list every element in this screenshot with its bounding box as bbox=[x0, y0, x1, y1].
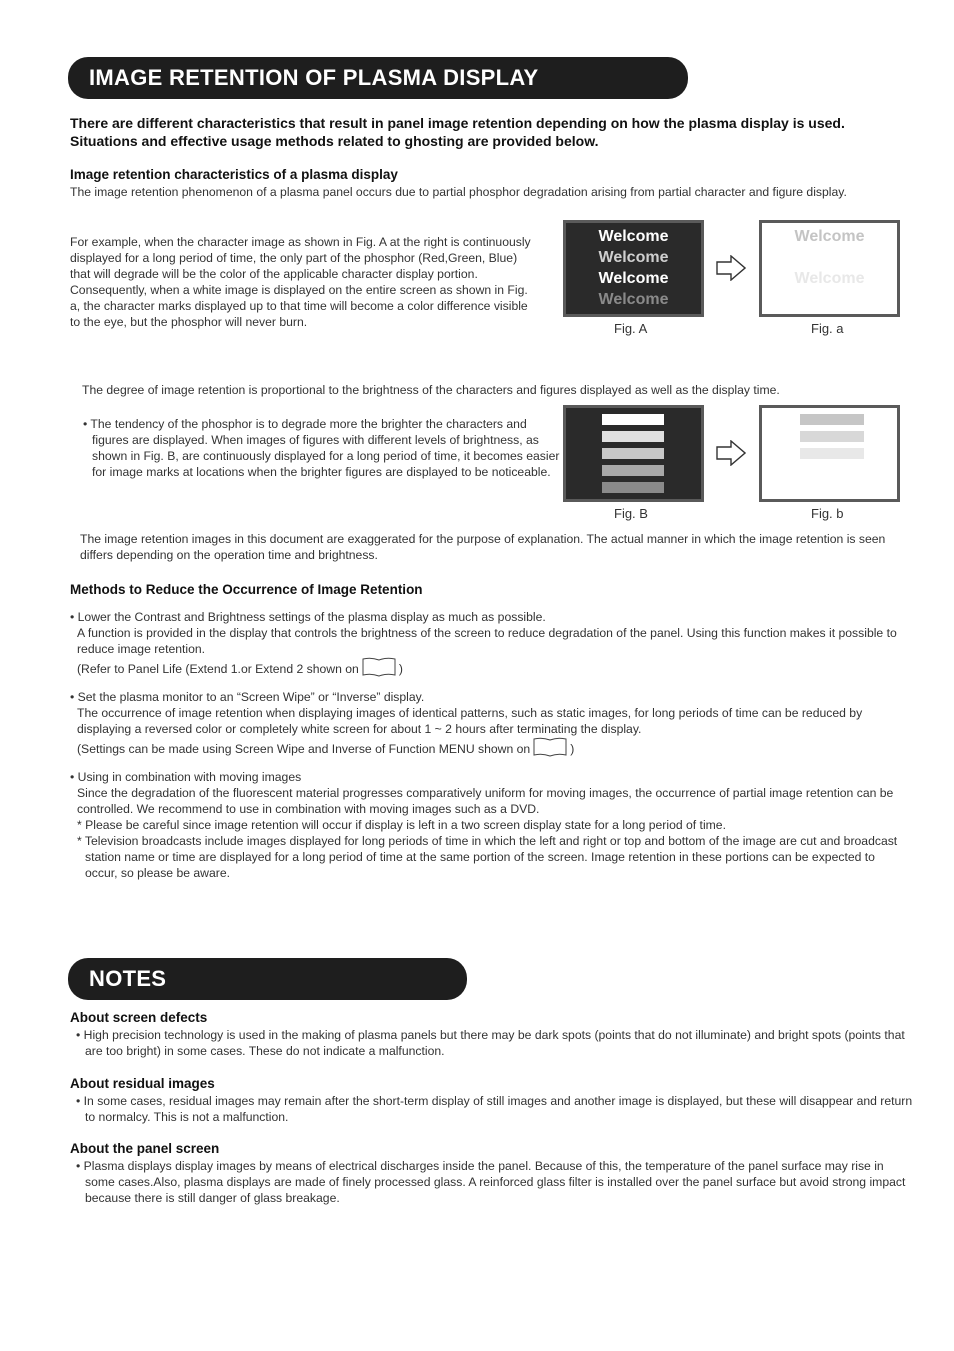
methods-heading: Methods to Reduce the Occurrence of Image Retention bbox=[70, 582, 423, 597]
method-1-ref-before: (Refer to Panel Life (Extend 1.or Extend 2 shown on bbox=[77, 662, 359, 676]
method-2-ref-before: (Settings can be made using Screen Wipe and Inverse of Function MENU shown on bbox=[77, 742, 531, 756]
method-3-text: Since the degradation of the fluorescent material progresses comparatively uniform for moving images, the occurrence of partial image retention can be controlled. We recommend to use in combination with moving images such as a DVD. bbox=[77, 786, 894, 816]
method-2-ref bbox=[70, 737, 900, 757]
method-1-ref bbox=[70, 657, 900, 677]
fig-a-screen bbox=[563, 220, 704, 317]
ghost-bar bbox=[800, 448, 864, 459]
defects-text: • High precision technology is used in the making of plasma panels but there may be dark spots (points that do not illuminate) and bright spots (points that are too bright) in some cases. These do not indicate a malfunction. bbox=[76, 1028, 905, 1058]
fig-b-ghost-caption: Fig. b bbox=[811, 506, 844, 521]
char-heading: Image retention characteristics of a plasma display bbox=[70, 167, 398, 182]
ghost-bar bbox=[800, 431, 864, 442]
example-text: For example, when the character image as shown in Fig. A at the right is continuously displayed for a long period of time, the only part of the phosphor (Red,Green, Blue) that will degrade will be the color of the applicable character display portion. Consequently, when a white image is displayed on the entire screen as shown in Fig. a, the character marks displayed up to that time will become a color difference visible to the eye, but the phosphor will never burn. bbox=[70, 235, 531, 329]
notes-title: NOTES bbox=[89, 966, 167, 991]
brightness-bar bbox=[602, 482, 664, 493]
panel-text: • Plasma displays display images by means of electrical discharges inside the panel. Because of this, the temperature of the panel surface may rise in some cases.Also, plasma displays are made of finely processed glass. A reinforced glass filter is installed over the panel surface but avoid strong impact because there is still danger of glass breakage. bbox=[76, 1159, 906, 1205]
defects-heading: About screen defects bbox=[70, 1010, 208, 1025]
residual-heading: About residual images bbox=[70, 1076, 215, 1091]
ghost-bar bbox=[800, 414, 864, 425]
degree-text: The degree of image retention is proportional to the brightness of the characters and figures displayed as well as the display time. bbox=[82, 383, 780, 397]
method-2-bullet: • Set the plasma monitor to an “Screen Wipe” or “Inverse” display. bbox=[70, 690, 425, 704]
welcome-text: Welcome bbox=[598, 228, 669, 245]
residual-text: • In some cases, residual images may remain after the short-term display of still images and another image is displayed, but these will disappear and return to normalcy. This is not a malfunction. bbox=[76, 1094, 913, 1124]
method-3-bullet: • Using in combination with moving images bbox=[70, 770, 302, 784]
method-3-note-1: * Please be careful since image retention will occur if display is left in a two screen display state for a long period of time. bbox=[77, 818, 726, 832]
fig-b-caption: Fig. B bbox=[614, 506, 648, 521]
char-text: The image retention phenomenon of a plasma panel occurs due to partial phosphor degradation arising from partial character and figure display. bbox=[70, 185, 847, 199]
fig-a-ghost-screen bbox=[759, 220, 900, 317]
method-1-text: A function is provided in the display that controls the brightness of the screen to reduce degradation of the panel. Using this function makes it possible to reduce image retention. bbox=[77, 626, 897, 656]
book-reference-icon bbox=[362, 657, 396, 677]
right-arrow-outline-icon bbox=[716, 440, 746, 466]
method-2 bbox=[70, 689, 900, 757]
method-1 bbox=[70, 609, 900, 677]
welcome-text: Welcome bbox=[598, 291, 669, 308]
brightness-bar bbox=[602, 431, 664, 442]
notes-title-banner bbox=[68, 958, 467, 1000]
welcome-text: Welcome bbox=[598, 249, 669, 266]
tendency-text: • The tendency of the phosphor is to degrade more the brighter the characters and figures are displayed. When images of figures with different levels of brightness, as shown in Fig. B, are continuously displayed for a long period of time, it becomes easier for image marks at locations when the brighter figures are displayed to be noticeable. bbox=[83, 417, 560, 479]
intro-paragraph: There are different characteristics that result in panel image retention depending on how the plasma display is used. Situations and effective usage methods related to ghosting are provided below. bbox=[70, 115, 845, 149]
brightness-bar bbox=[602, 448, 664, 459]
method-1-ref-after: ) bbox=[398, 662, 403, 676]
fig-a-caption: Fig. A bbox=[614, 321, 648, 336]
method-1-bullet: • Lower the Contrast and Brightness settings of the plasma display as much as possible. bbox=[70, 610, 546, 624]
right-arrow-outline-icon bbox=[716, 255, 746, 281]
welcome-text: Welcome bbox=[598, 270, 669, 287]
welcome-ghost-text: Welcome bbox=[794, 270, 865, 287]
method-2-ref-after: ) bbox=[570, 742, 575, 756]
fig-b-ghost-screen bbox=[759, 405, 900, 502]
fig-a-ghost-caption: Fig. a bbox=[811, 321, 844, 336]
method-3 bbox=[70, 769, 900, 881]
brightness-bar bbox=[602, 465, 664, 476]
exaggerated-text: The image retention images in this document are exaggerated for the purpose of explanation. The actual manner in which the image retention is seen differs depending on the operation time and brightness. bbox=[80, 532, 886, 562]
panel-heading: About the panel screen bbox=[70, 1141, 220, 1156]
method-3-note-2: * Television broadcasts include images displayed for long periods of time in which the left and right or top and bottom of the image are cut and broadcast station name or time are displayed for a long period of time at the same portion of the screen. Image retention in these portions can be expected to occur, so please be aware. bbox=[77, 834, 898, 880]
section-title: IMAGE RETENTION OF PLASMA DISPLAY bbox=[89, 65, 539, 90]
method-2-text: The occurrence of image retention when displaying images of identical patterns, such as static images, for long periods of time can be reduced by displaying a reversed color or completely white screen for about 1 ~ 2 hours after terminating the display. bbox=[77, 706, 863, 736]
book-reference-icon bbox=[533, 737, 567, 757]
brightness-bar bbox=[602, 414, 664, 425]
welcome-ghost-text: Welcome bbox=[794, 228, 865, 245]
section-title-banner bbox=[68, 57, 688, 99]
fig-b-screen bbox=[563, 405, 704, 502]
